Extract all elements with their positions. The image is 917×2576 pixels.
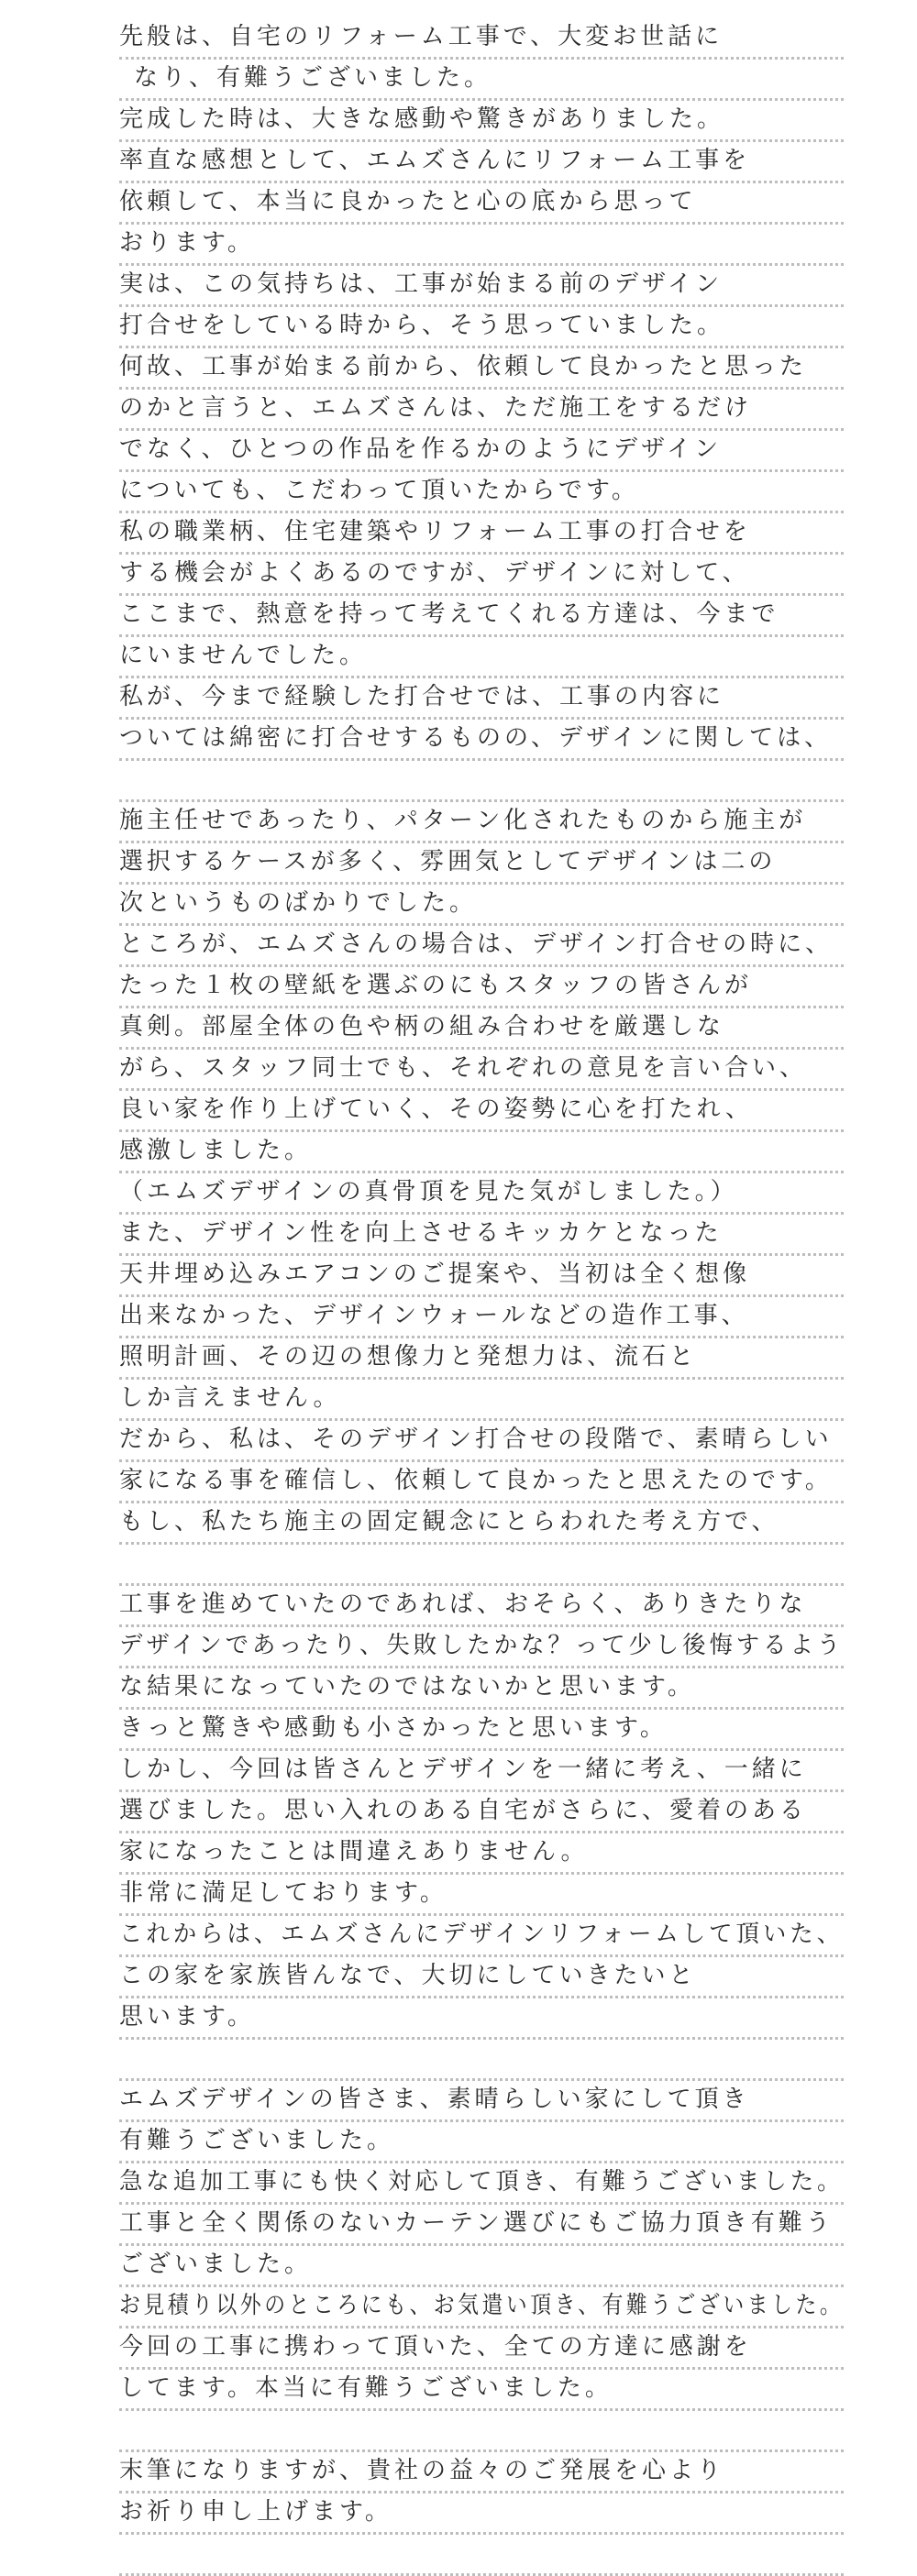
letter-line: 打合せをしている時から、そう思っていました。	[119, 312, 725, 339]
letter-line: 何故、工事が始まる前から、依頼して良かったと思った	[119, 353, 808, 380]
letter-line: 非常に満足しております。	[119, 1879, 447, 1907]
letter-line: 有難うございました。	[119, 2127, 395, 2154]
letter-line	[119, 759, 844, 799]
letter-line: 思います。	[119, 2003, 255, 2031]
letter-line: 良い家を作り上げていく、その姿勢に心を打たれ、	[119, 1095, 754, 1123]
letter-line: もし、私たち施主の固定観念にとらわれた考え方で、	[119, 1508, 779, 1536]
letter-line: デザインであったり、失敗したかな？って少し後悔するよう	[119, 1632, 845, 1659]
letter-line: 依頼して、本当に良かったと心の底から思って	[119, 188, 697, 215]
letter-line: 今回の工事に携わって頂いた、全ての方達に感謝を	[119, 2333, 752, 2361]
letter-line	[119, 1543, 844, 1583]
letter-line: お見積り以外のところにも、お気遣い頂き、有難うございました。	[119, 2292, 845, 2319]
letter-line: 完成した時は、大きな感動や驚きがありました。	[119, 105, 725, 133]
letter-line: きっと驚きや感動も小さかったと思います。	[119, 1714, 668, 1742]
letter-line: この家を家族皆んなで、大切にしていきたいと	[119, 1962, 697, 1989]
letter-line: のかと言うと、エムズさんは、ただ施工をするだけ	[119, 394, 753, 422]
letter-line: ここまで、熱意を持って考えてくれる方達は、今まで	[119, 600, 779, 628]
letter-line: 末筆になりますが、貴社の益々のご発展を心より	[119, 2457, 725, 2484]
letter-line: しか言えません。	[119, 1384, 341, 1412]
letter-line: エムズデザインの皆さま、素晴らしい家にして頂き	[119, 2086, 750, 2113]
letter-line: ついては綿密に打合せするものの、デザインに関しては、	[119, 724, 833, 752]
letter-line: たった１枚の壁紙を選ぶのにもスタッフの皆さんが	[119, 972, 753, 999]
letter-line: おります。	[119, 229, 255, 257]
letter-line: な結果になっていたのではないかと思います。	[119, 1673, 695, 1701]
letter-line: 率直な感想として、エムズさんにリフォーム工事を	[119, 147, 751, 174]
letter-line: でなく、ひとつの作品を作るかのようにデザイン	[119, 435, 723, 463]
letter-line: 先般は、自宅のリフォーム工事で、大変お世話に	[119, 23, 724, 50]
letter-line: 私が、今まで経験した打合せでは、工事の内容に	[119, 683, 725, 710]
letter-line: ところが、エムズさんの場合は、デザイン打合せの時に、	[119, 930, 834, 958]
letter-line: 次というものばかりでした。	[119, 889, 478, 917]
letter-line	[119, 2409, 844, 2449]
letter-line: 選択するケースが多く、雰囲気としてデザインは二の	[119, 848, 777, 875]
letter-line: 照明計画、その辺の想像力と発想力は、流石と	[119, 1343, 698, 1371]
letter-line: 私の職業柄、住宅建築やリフォーム工事の打合せを	[119, 518, 751, 545]
letter-line: ございました。	[119, 2251, 313, 2278]
letter-line: してます。本当に有難うございました。	[119, 2374, 613, 2402]
letter-line: 工事と全く関係のないカーテン選びにもご協力頂き有難う	[119, 2209, 834, 2237]
letter-line: 天井埋め込みエアコンのご提案や、当初は全く想像	[119, 1260, 751, 1288]
letter-line: 家になったことは間違えありません。	[119, 1838, 589, 1866]
letter-line	[119, 2533, 844, 2573]
letter-line: 工事を進めていたのであれば、おそらく、ありきたりな	[119, 1591, 807, 1618]
letter-line: 急な追加工事にも快く対応して頂き、有難うございました。	[119, 2168, 845, 2196]
letter-line: （エムズデザインの真骨頂を見た気がしました。）	[119, 1178, 738, 1205]
letter-line: 実は、この気持ちは、工事が始まる前のデザイン	[119, 270, 724, 298]
letter-line: また、デザイン性を向上させるキッカケとなった	[119, 1219, 723, 1247]
letter-line: 家になる事を確信し、依頼して良かったと思えたのです。	[119, 1467, 833, 1494]
letter-line	[119, 2038, 844, 2078]
letter-line: にいませんでした。	[119, 642, 368, 669]
letter-line: 感激しました。	[119, 1137, 313, 1164]
letter-line: 選びました。思い入れのある自宅がさらに、愛着のある	[119, 1797, 808, 1824]
letter-line: しかし、今回は皆さんとデザインを一緒に考え、一緒に	[119, 1756, 807, 1783]
letter-line: する機会がよくあるのですが、デザインに対して、	[119, 559, 750, 587]
letter-line: 出来なかった、デザインウォールなどの造作工事、	[119, 1302, 749, 1329]
letter-line: なり、有難うございました。	[134, 64, 492, 92]
letter-line: お祈り申し上げます。	[119, 2498, 392, 2526]
letter-line: これからは、エムズさんにデザインリフォームして頂いた、	[119, 1921, 844, 1948]
letter-line: 真剣。部屋全体の色や柄の組み合わせを厳選しな	[119, 1013, 725, 1040]
letter-line: だから、私は、そのデザイン打合せの段階で、素晴らしい	[119, 1426, 833, 1453]
letter-line: についても、こだわって頂いたからです。	[119, 477, 639, 504]
letter-line: がら、スタッフ同士でも、それぞれの意見を言い合い、	[119, 1054, 808, 1082]
letter-line: 施主任せであったり、パターン化されたものから施主が	[119, 807, 807, 834]
